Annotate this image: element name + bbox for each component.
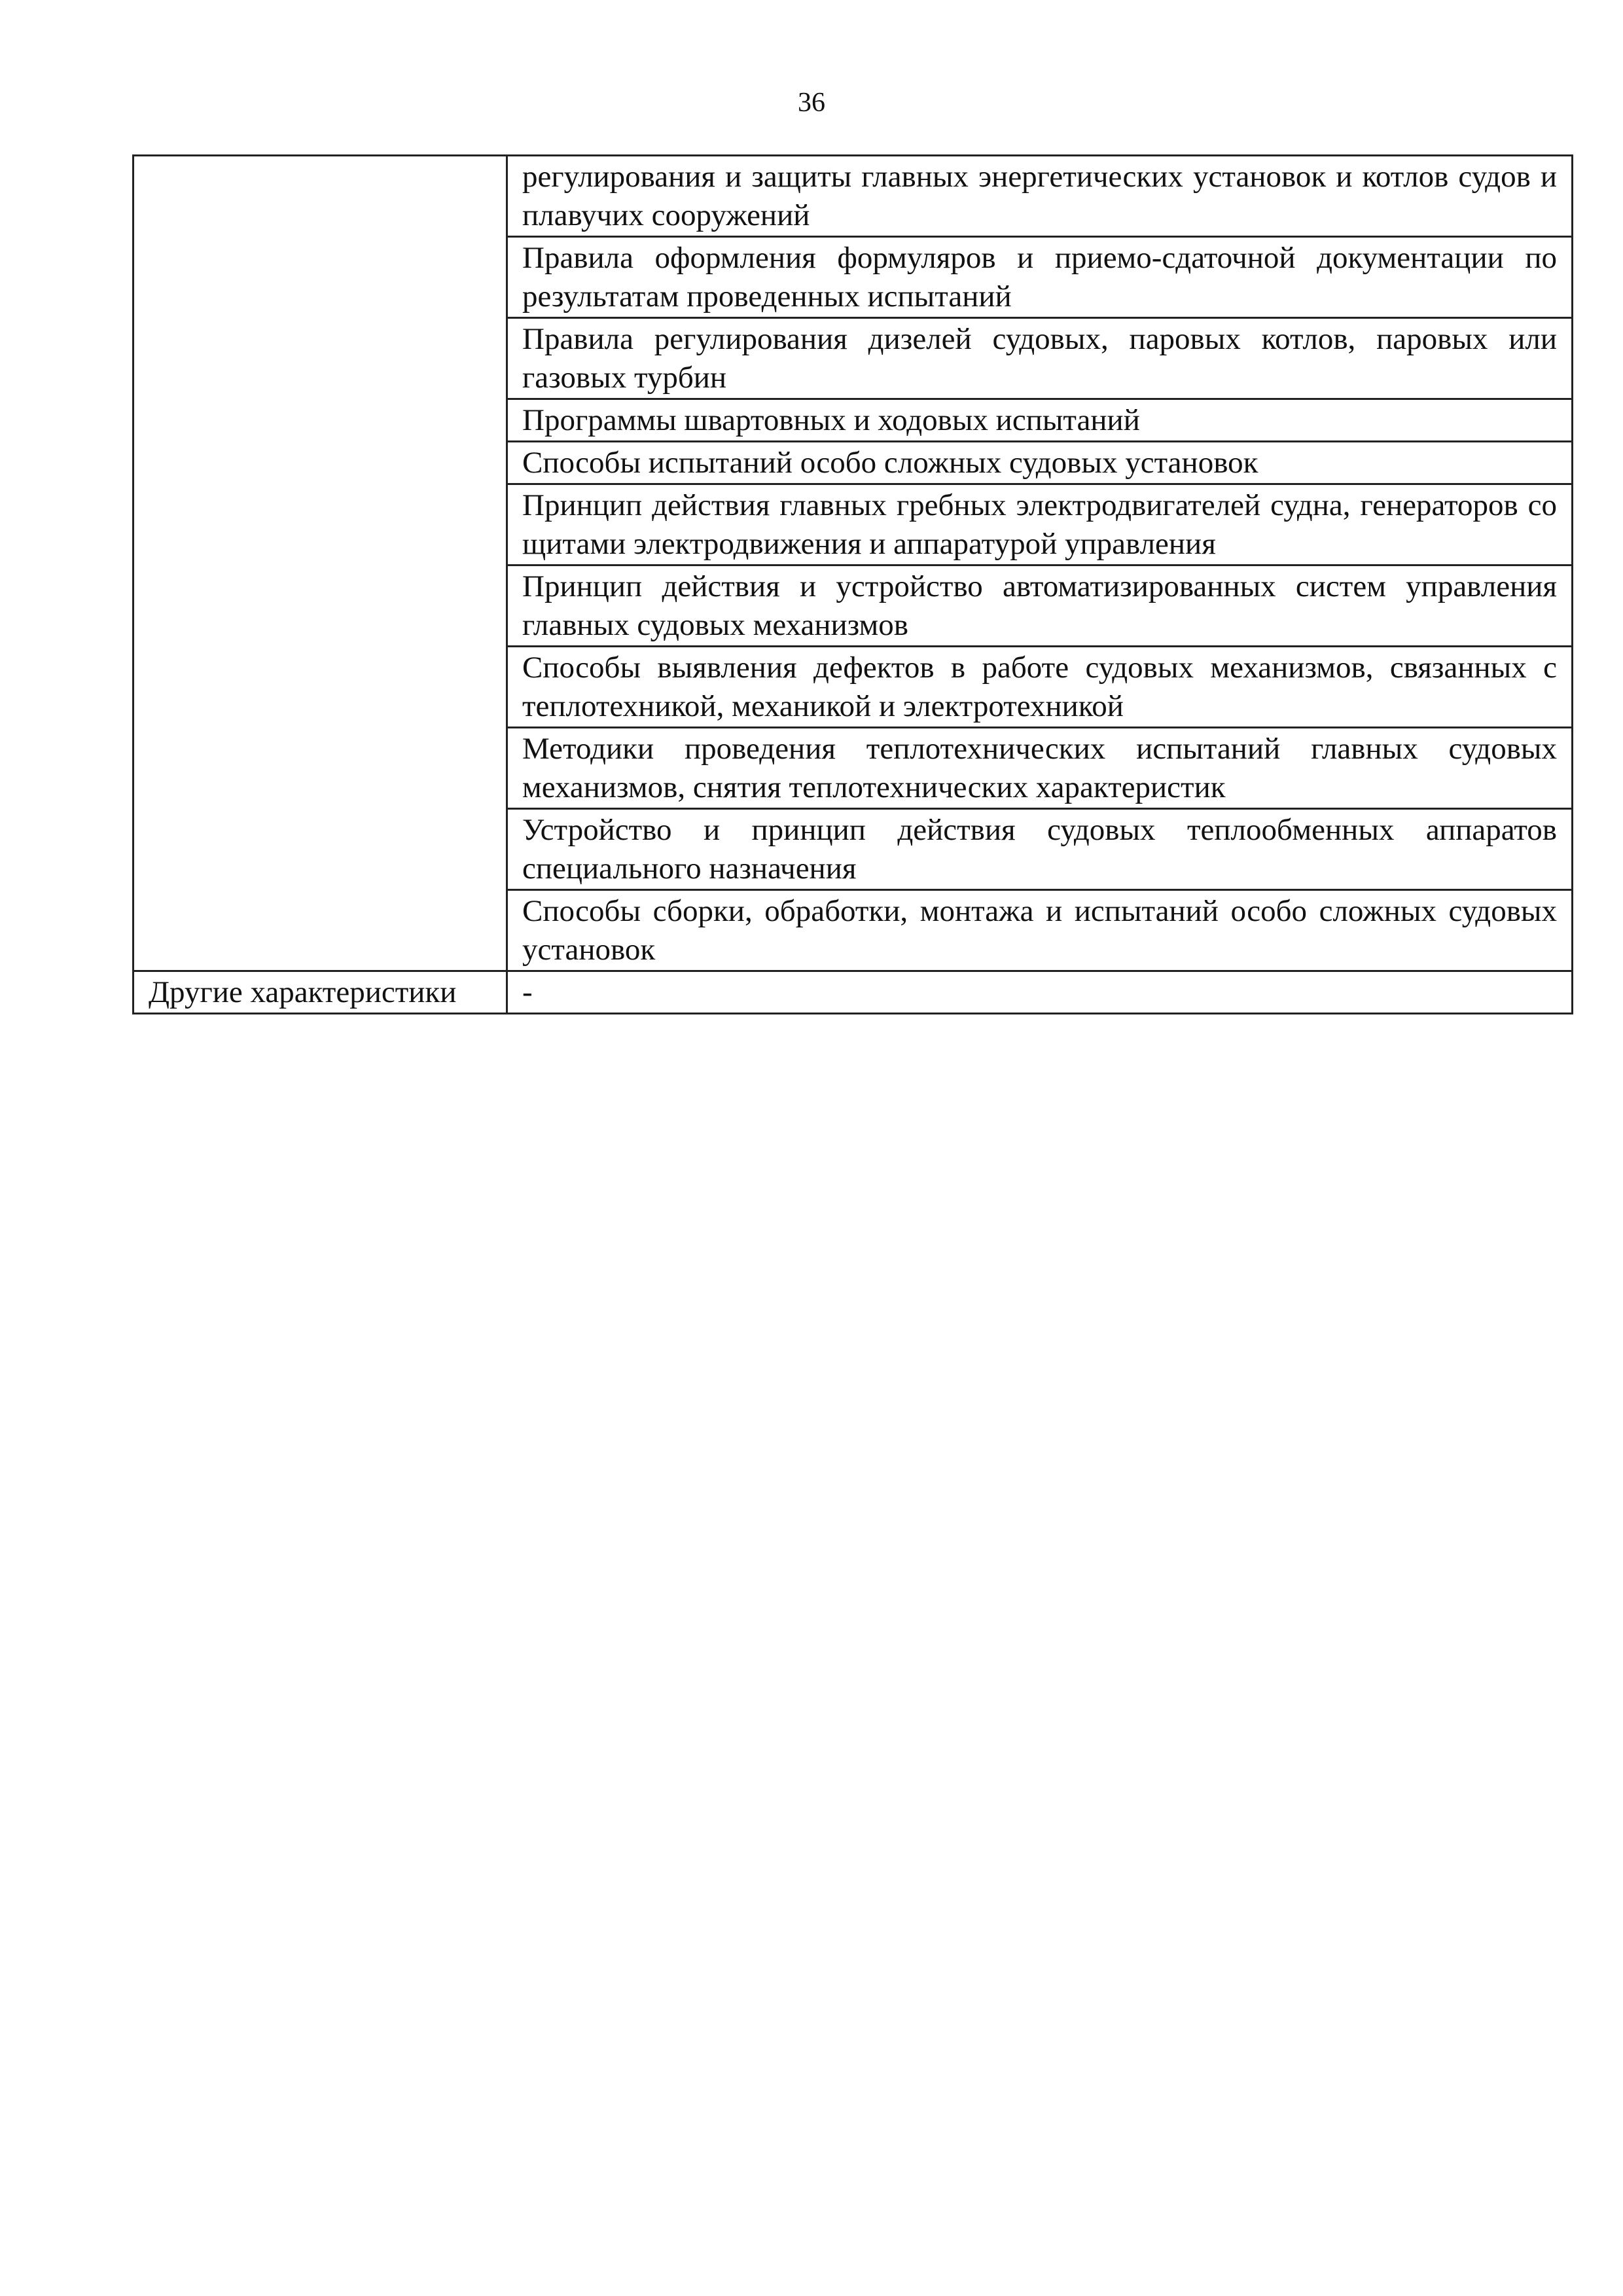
table-row xyxy=(134,156,1573,237)
page-number: 36 xyxy=(798,88,825,118)
table-cell: Принцип действия и устройство автоматизированных систем управления главных судовых механизмов xyxy=(507,565,1573,647)
table-cell: Способы выявления дефектов в работе судовых механизмов, связанных с теплотехникой, механикой и электротехникой xyxy=(507,647,1573,728)
table-cell: регулирования и защиты главных энергетических установок и котлов судов и плавучих сооружений xyxy=(507,156,1573,237)
table-cell: Способы испытаний особо сложных судовых установок xyxy=(507,442,1573,484)
table-cell-empty xyxy=(134,156,507,971)
table-cell: Принцип действия главных гребных электродвигателей судна, генераторов со щитами электродвижения и аппаратурой управления xyxy=(507,484,1573,565)
table-cell: Методики проведения теплотехнических испытаний главных судовых механизмов, снятия теплотехнических характеристик xyxy=(507,728,1573,809)
table-cell: Правила оформления формуляров и приемо-сдаточной документации по результатам проведенных испытаний xyxy=(507,237,1573,318)
table-row-other xyxy=(134,971,1573,1014)
table-cell: Программы швартовных и ходовых испытаний xyxy=(507,399,1573,442)
table-cell: Правила регулирования дизелей судовых, паровых котлов, паровых или газовых турбин xyxy=(507,318,1573,399)
table-cell: Устройство и принцип действия судовых теплообменных аппаратов специального назначения xyxy=(507,809,1573,890)
other-characteristics-value: - xyxy=(507,971,1573,1014)
table-cell: Способы сборки, обработки, монтажа и испытаний особо сложных судовых установок xyxy=(507,890,1573,971)
other-characteristics-label: Другие характеристики xyxy=(134,971,507,1014)
requirements-table xyxy=(132,154,1573,1014)
